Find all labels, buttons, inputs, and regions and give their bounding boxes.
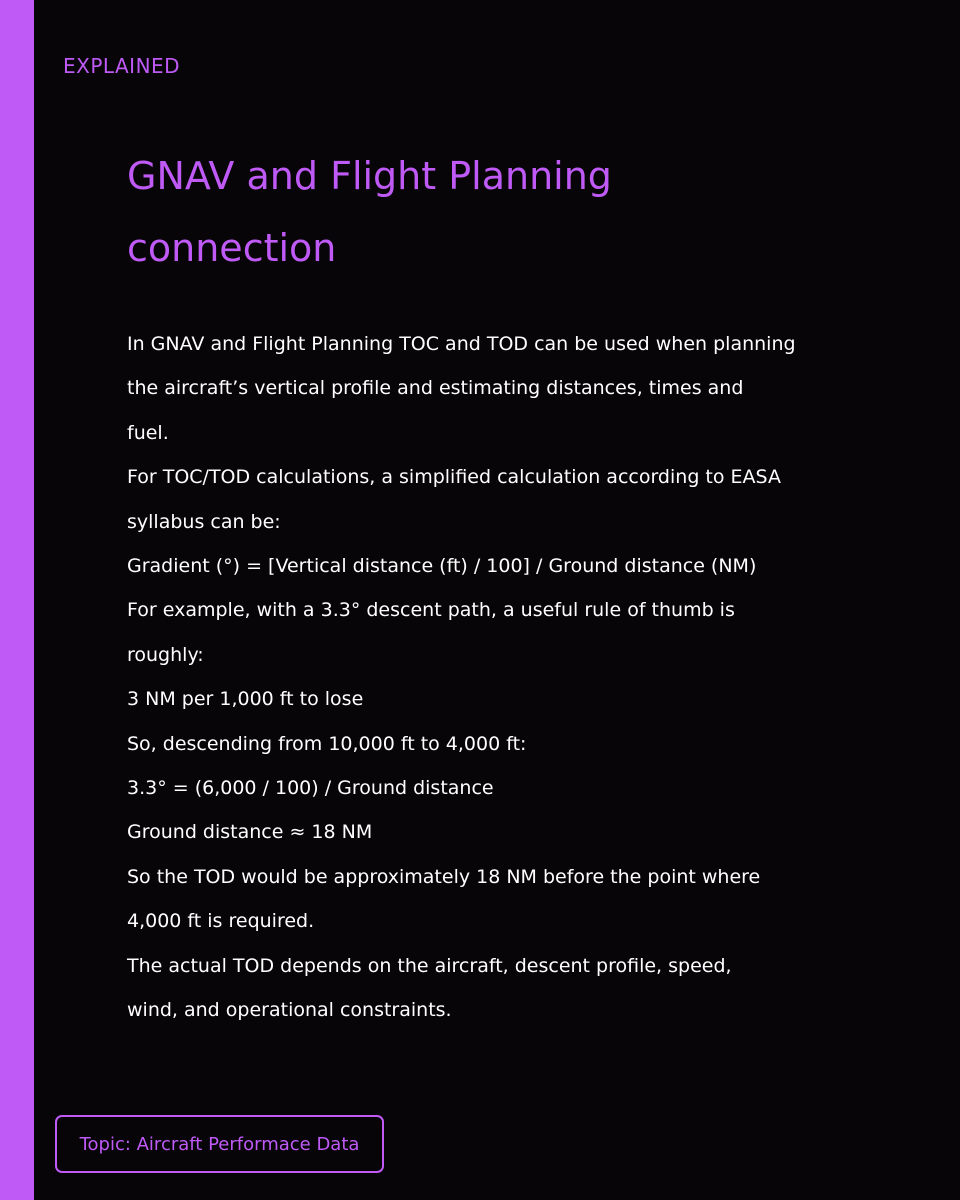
topic-badge <box>55 1115 384 1173</box>
body-line: fuel. <box>127 421 169 444</box>
formula-line: 3.3° = (6,000 / 100) / Ground distance <box>127 777 494 800</box>
body-text <box>127 322 847 1033</box>
body-line: So, descending from 10,000 ft to 4,000 ft: <box>127 732 527 755</box>
body-line: For TOC/TOD calculations, a simplified calculation according to EASA <box>127 466 781 489</box>
body-line: the aircraft’s vertical profile and estimating distances, times and <box>127 377 744 400</box>
topic-label: Topic: Aircraft Performace Data <box>79 1133 360 1155</box>
body-line: Ground distance ≈ 18 NM <box>127 821 373 844</box>
page-title <box>127 140 847 284</box>
body-line: wind, and operational constraints. <box>127 999 452 1022</box>
formula-line: Gradient (°) = [Vertical distance (ft) / 100] / Ground distance (NM) <box>127 555 757 578</box>
eyebrow-label: EXPLAINED <box>63 54 181 78</box>
body-line: In GNAV and Flight Planning TOC and TOD can be used when planning <box>127 333 796 355</box>
accent-bar <box>0 0 34 1200</box>
body-line: roughly: <box>127 643 204 666</box>
body-line: The actual TOD depends on the aircraft, descent profile, speed, <box>127 954 732 977</box>
body-line: So the TOD would be approximately 18 NM before the point where <box>127 865 761 888</box>
title-line: GNAV and Flight Planning <box>127 154 612 198</box>
body-line: For example, with a 3.3° descent path, a useful rule of thumb is <box>127 599 735 622</box>
body-line: 3 NM per 1,000 ft to lose <box>127 688 364 711</box>
body-line: 4,000 ft is required. <box>127 910 315 933</box>
title-line: connection <box>127 226 337 270</box>
body-line: syllabus can be: <box>127 510 281 533</box>
